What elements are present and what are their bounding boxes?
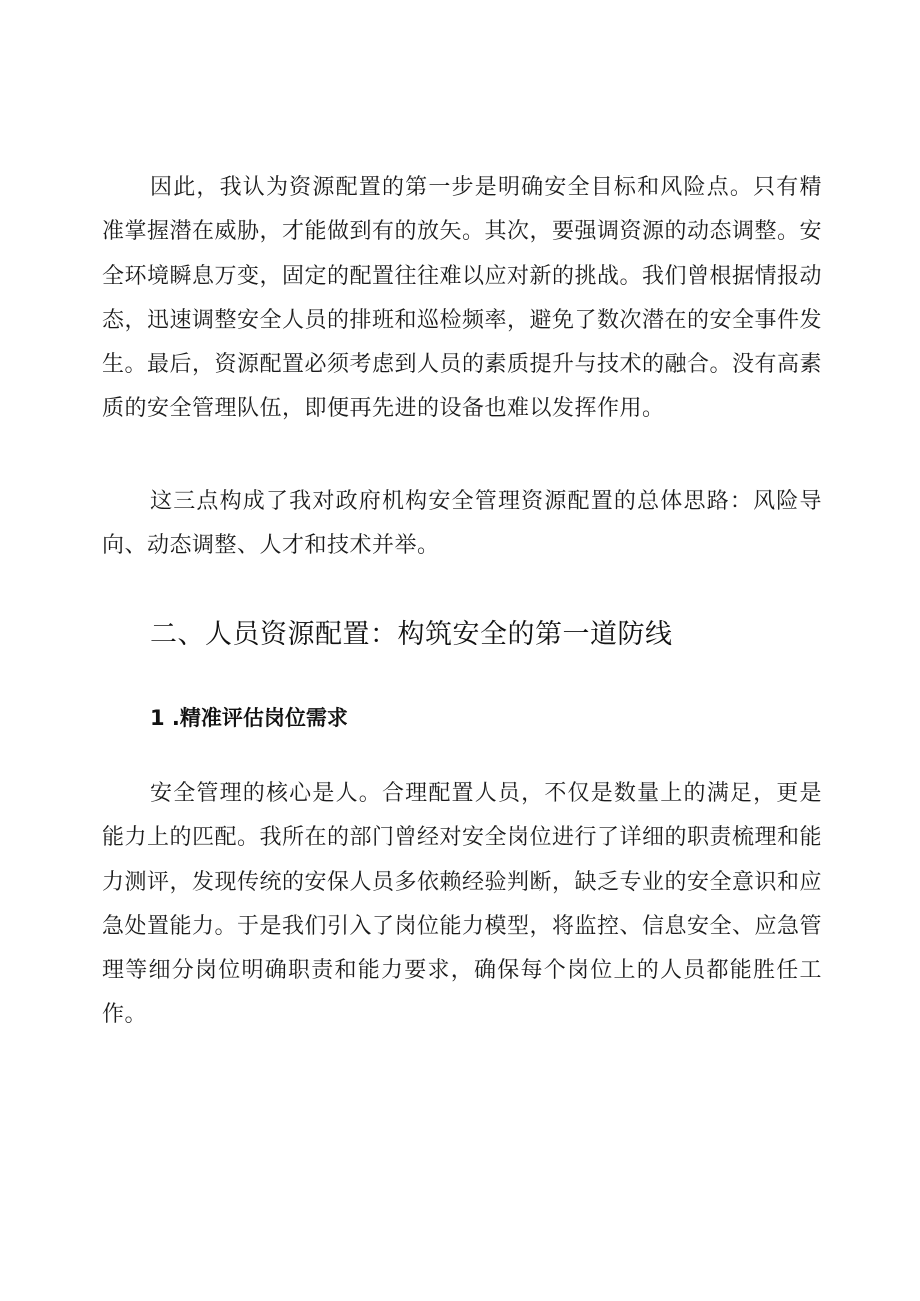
body-paragraph: 安全管理的核心是人。合理配置人员，不仅是数量上的满足，更是能力上的匹配。我所在的部门曾经对安全岗位进行了详细的职责梳理和能力测评，发现传统的安保人员多依赖经验判断，缺乏专业的安全意识和应急处置能力。于是我们引入了岗位能力模型，将监控、信息安全、应急管理等细分岗位明确职责和能力要求，确保每个岗位上的人员都能胜任工作。 [102,781,823,1028]
body-paragraph: 因此，我认为资源配置的第一步是明确安全目标和风险点。只有精准掌握潜在威胁，才能做到有的放矢。其次，要强调资源的动态调整。安全环境瞬息万变，固定的配置往往难以应对新的挑战。我们曾根据情报动态，迅速调整安全人员的排班和巡检频率，避免了数次潜在的安全事件发生。最后，资源配置必须考虑到人员的素质提升与技术的融合。没有高素质的安全管理队伍，即便再先进的设备也难以发挥作用。 [102,175,823,422]
body-paragraph: 这三点构成了我对政府机构安全管理资源配置的总体思路：风险导向、动态调整、人才和技术并举。 [102,489,822,559]
subsection-heading: 1 .精准评估岗位需求 [150,706,348,730]
section-heading: 二、人员资源配置：构筑安全的第一道防线 [150,619,673,650]
